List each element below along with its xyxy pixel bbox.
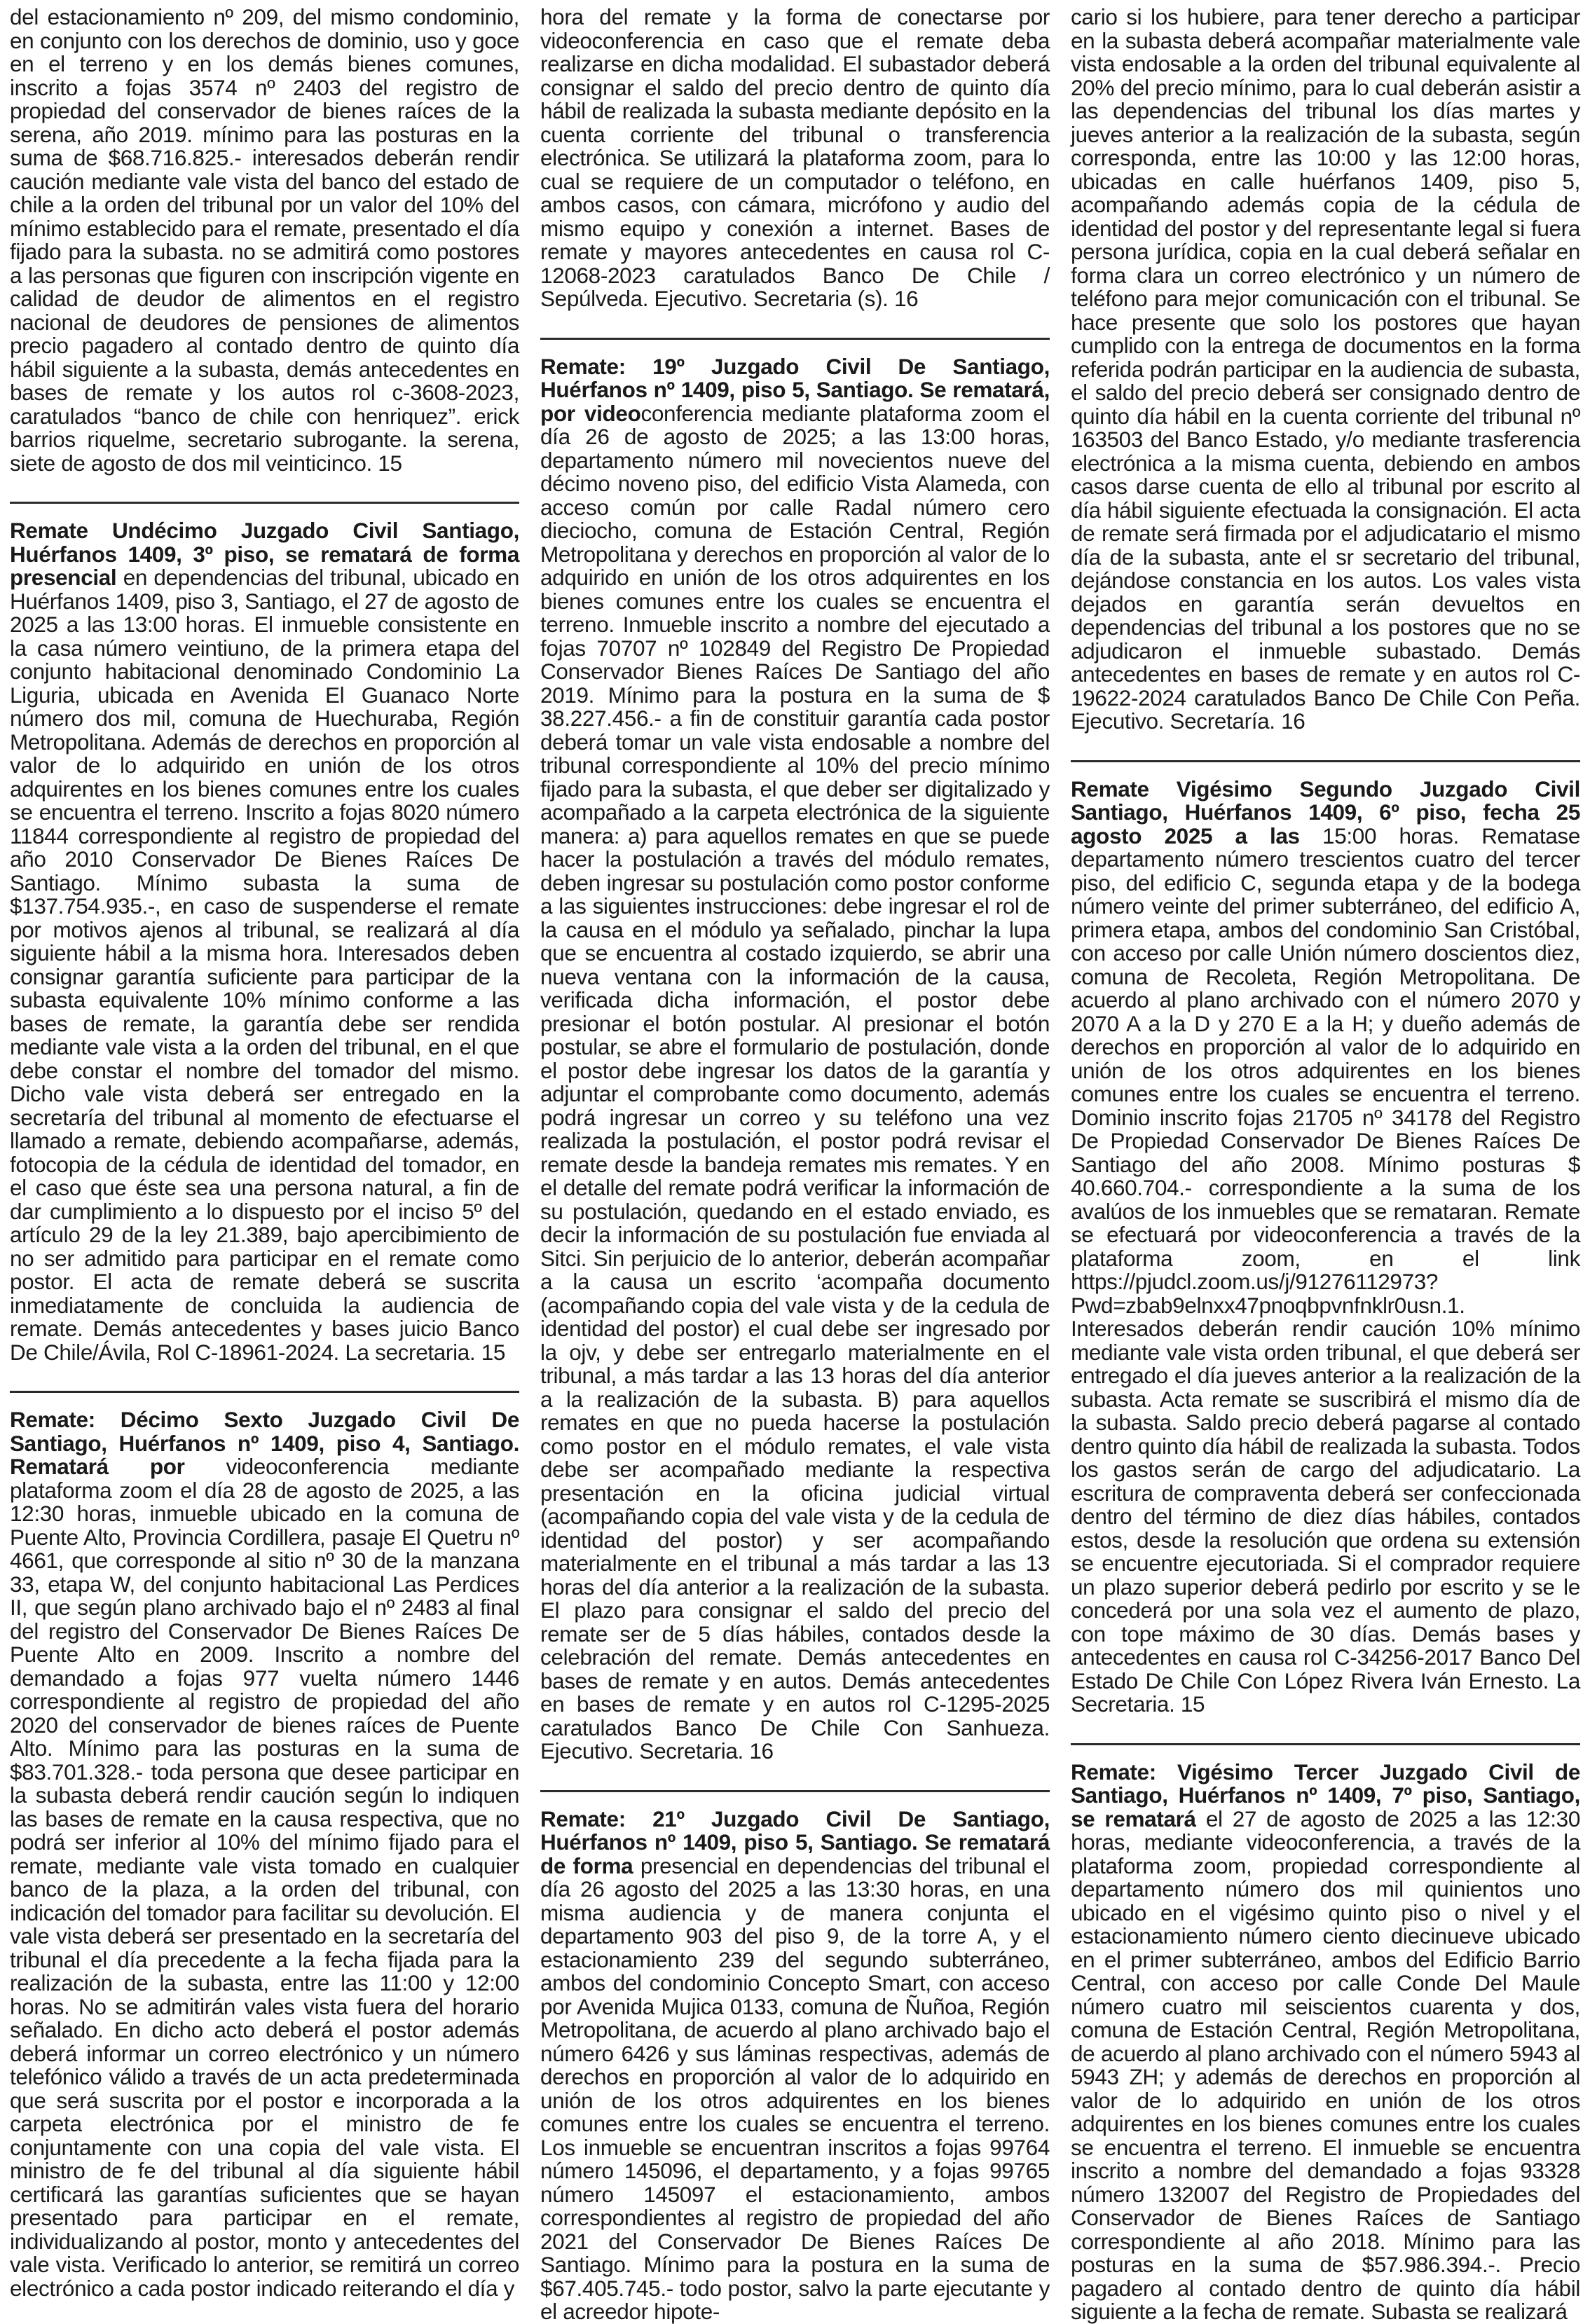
notice-text (1071, 1761, 1580, 2324)
notice-text (1071, 778, 1580, 1717)
notice-divider (1071, 1743, 1580, 1745)
legal-notice (1071, 6, 1580, 734)
notice-heading: Remate: 19º Juzgado Civil De Santiago, Huérfanos nº 1409, piso 5, Santiago. Se rematará, por video (540, 354, 1050, 426)
legal-notice (10, 6, 519, 475)
notice-text (1071, 6, 1580, 734)
notice-divider (540, 1790, 1050, 1792)
legal-notice (540, 355, 1050, 1763)
notice-heading: Remate Undécimo Juzgado Civil Santiago, Huérfanos 1409, 3º piso, se rematará de forma presencial (10, 518, 519, 590)
notice-body: en dependencias del tribunal, ubicado en Huérfanos 1409, piso 3, Santiago, el 27 de agosto de 2025 a las 13:00 horas. El inmueble consistente en la casa número veintiuno, de la primera etapa del conjunto habitacional denominado Condominio La Liguria, ubicada en Avenida El Guanaco Norte número dos mil, comuna de Huechuraba, Región Metropolitana. Además de derechos en proporción al valor de lo adquirido en unión de los otros adquirentes en los bienes comunes entre los cuales se encuentra el terreno. Inscrito a fojas 8020 número 11844 correspondiente al registro de propiedad del año 2010 Conservador De Bienes Raíces De Santiago. Mínimo subasta la suma de $137.754.935.-, en caso de suspenderse el remate por motivos ajenos al tribunal, se realizará al día siguiente hábil a la misma hora. Interesados deben consignar garantía suficiente para participar de la subasta equivalente 10% mínimo conforme a las bases de remate, la garantía debe ser rendida mediante vale vista a la orden del tribunal, en el que debe constar el nombre del tomador del mismo. Dicho vale vista deberá ser entregado en la secretaría del tribunal al momento de efectuarse el llamado a remate, debiendo acompañarse, además, fotocopia de la cédula de identidad del tomador, en el caso que éste sea una persona natural, a fin de dar cumplimiento a lo dispuesto por el inciso 5º del artículo 29 de la ley 21.389, bajo apercibimiento de no ser admitido para participar en el remate como postor. El acta de remate deberá se suscrita inmediatamente de concluida la audiencia de remate. Demás antecedentes y bases juicio Banco De Chile/Ávila, Rol C-18961-2024. La secretaria. 15 (10, 565, 519, 1365)
notice-heading: Remate: Vigésimo Tercer Juzgado Civil de Santiago, Huérfanos nº 1409, 7º piso, Santiago, se rematará (1071, 1759, 1580, 1831)
notice-body: 15:00 horas. Rematase departamento número trescientos cuatro del tercer piso, del edificio C, segunda etapa y de la bodega número veinte del primer subterráneo, del edificio A, primera etapa, ambos del condominio San Cristóbal, con acceso por calle Unión número doscientos diez, comuna de Recoleta, Región Metropolitana. De acuerdo al plano archivado con el número 2070 y 2070 A a la D y 270 E a la H; y dueño además de derechos en proporción al valor de lo adquirido en unión de los otros adquirentes en los bienes comunes entre los cuales se encuentra el terreno. Dominio inscrito fojas 21705 nº 34178 del Registro De Propiedad Conservador De Bienes Raíces De Santiago del año 2008. Mínimo posturas $ 40.660.704.- correspondiente a la suma de los avalúos de los inmuebles que se remataran. Remate se efectuará por videoconferencia a través de la plataforma zoom, en el link https://pjudcl.zoom.us/j/91276112973?Pwd=zbab9elnxx47pnoqbpvnfnklr0usn.1. Interesados deberán rendir caución 10% mínimo mediante vale vista orden tribunal, el que deberá ser entregado el día jueves anterior a la realización de la subasta. Acta remate se suscribirá el mismo día de la subasta. Saldo precio deberá pagarse al contado dentro quinto día hábil de realizada la subasta. Todos los gastos serán de cargo del adjudicatario. La escritura de compraventa deberá ser confeccionada dentro del término de diez días hábiles, contados estos, desde la resolución que ordena su extensión se encuentre ejecutoriada. Si el comprador requiere un plazo superior deberá pedirlo por escrito y se le concederá por una sola vez el aumento de plazo, con tope máximo de 30 días. Demás bases y antecedentes en causa rol C-34256-2017 Banco Del Estado De Chile Con López Rivera Iván Ernesto. La Secretaria. 15 (1071, 823, 1580, 1717)
notice-text (540, 1808, 1050, 2324)
column-1 (10, 6, 519, 2235)
notice-body: del estacionamiento nº 209, del mismo condominio, en conjunto con los derechos de dominio, uso y goce en el terreno y en los demás bienes comunes, inscrito a fojas 3574 nº 2403 del registro de propiedad del conservador de bienes raíces de la serena, año 2019. mínimo para las posturas en la suma de $68.716.825.- interesados deberán rendir caución mediante vale vista del banco del estado de chile a la orden del tribunal por un valor del 10% del mínimo establecido para el remate, presentado el día fijado para la subasta. no se admitirá como postores a las personas que figuren con inscripción vigente en calidad de deudor de alimentos en el registro nacional de deudores de pensiones de alimentos precio pagadero al contado dentro de quinto día hábil siguiente a la subasta, demás antecedentes en bases de remate y los autos rol c-3608-2023, caratulados “banco de chile con henriquez”. erick barrios riquelme, secretario subrogante. la serena, siete de agosto de dos mil veinticinco. 15 (10, 4, 519, 476)
notice-divider (10, 502, 519, 504)
notice-divider (10, 1391, 519, 1393)
notice-body: cario si los hubiere, para tener derecho a participar en la subasta deberá acompañar materialmente vale vista endosable a la orden del tribunal equivalente al 20% del precio mínimo, para lo cual deberán asistir a las dependencias del tribunal los días martes y jueves anterior a la realización de la subasta, según corresponda, entre las 10:00 y las 12:00 horas, ubicadas en calle huérfanos 1409, piso 5, acompañando además copia de la cédula de identidad del postor y del representante legal si fuera persona jurídica, copia en la cual deberá señalar en forma clara un correo electrónico y un número de teléfono para mejor comunicación con el tribunal. Se hace presente que solo los postores que hayan cumplido con la entrega de documentos en la forma referida podrán participar en la audiencia de subasta, el saldo del precio deberá ser consignado dentro de quinto día hábil en la cuenta corriente del tribunal nº 163503 del Banco Estado, y/o mediante trasferencia electrónica a la misma cuenta, debiendo en ambos casos darse cuenta de ello al tribunal por escrito al día hábil siguiente efectuada la consignación. El acta de remate será firmada por el adjudicatario el mismo día de la subasta, ante el sr secretario del tribunal, dejándose constancia en los autos. Los vales vista dejados en garantía serán devueltos en dependencias del tribunal a los postores que no se adjudicaron el inmueble subastado. Demás antecedentes en bases de remate y en autos rol C-19622-2024 caratulados Banco De Chile Con Peña. Ejecutivo. Secretaría. 16 (1071, 4, 1580, 734)
notice-heading: Remate Vigésimo Segundo Juzgado Civil Santiago, Huérfanos 1409, 6º piso, fecha 25 agosto 2025 a las (1071, 776, 1580, 848)
notice-body: videoconferencia mediante plataforma zoom el día 28 de agosto de 2025, a las 12:30 horas, inmueble ubicado en la comuna de Puente Alto, Provincia Cordillera, pasaje El Quetru nº 4661, que corresponde al sitio nº 30 de la manzana 33, etapa W, del conjunto habitacional Las Perdices II, que según plano archivado bajo el nº 2483 al final del registro del Conservador De Bienes Raíces De Puente Alto en 2009. Inscrito a nombre del demandado a fojas 977 vuelta número 1446 correspondiente al registro de propiedad del año 2020 del conservador de bienes raíces de Puente Alto. Mínimo para las posturas en la suma de $83.701.328.- toda persona que desee participar en la subasta deberá rendir caución según lo indiquen las bases de remate en la causa respectiva, que no podrá ser inferior al 10% del mínimo fijado para el remate, mediante vale vista tomado en cualquier banco de la plaza, a la orden del tribunal, con indicación del tomador para facilitar su devolución. El vale vista deberá ser presentado en la secretaría del tribunal el día precedente a la fecha fijada para la realización de la subasta, entre las 11:00 y 12:00 horas. No se admitirán vales vista fuera del horario señalado. En dicho acto deberá el postor además deberá informar un correo electrónico y un número telefónico válido a través de un acta predeterminada que será suscrita por el postor e incorporada a la carpeta electrónica por el ministro de fe conjuntamente con una copia del vale vista. El ministro de fe del tribunal al día siguiente hábil certificará las garantías suficientes que se hayan presentado para participar en el remate, individualizando al postor, monto y antecedentes del vale vista. Verificado lo anterior, se remitirá un correo electrónico a cada postor indicado reiterando el día y (10, 1454, 519, 2301)
notice-text (10, 1408, 519, 2300)
notice-body: hora del remate y la forma de conectarse por videoconferencia en caso que el remate deba realizarse en dicha modalidad. El subastador deberá consignar el saldo del precio dentro de quinto día hábil de realizada la subasta mediante depósito en la cuenta corriente del tribunal o transferencia electrónica. Se utilizará la plataforma zoom, para lo cual se requiere de un computador o teléfono, en ambos casos, con cámara, micrófono y audio del mismo equipo y conexión a internet. Bases de remate y mayores antecedentes en causa rol C-12068-2023 caratulados Banco De Chile / Sepúlveda. Ejecutivo. Secretaria (s). 16 (540, 4, 1050, 311)
notice-heading: Remate: 21º Juzgado Civil De Santiago, Huérfanos nº 1409, piso 5, Santiago. Se rematará de forma (540, 1806, 1050, 1878)
legal-notice (1071, 778, 1580, 1717)
legal-notice (10, 519, 519, 1364)
notice-heading: Remate: Décimo Sexto Juzgado Civil De Santiago, Huérfanos nº 1409, piso 4, Santiago. Rematará por (10, 1407, 519, 1479)
column-3 (1071, 6, 1580, 2235)
column-2 (540, 6, 1050, 2235)
notice-divider (540, 338, 1050, 340)
notice-divider (1071, 760, 1580, 762)
notice-text (540, 355, 1050, 1763)
notice-body: presencial en dependencias del tribunal el día 26 agosto del 2025 a las 13:30 horas, en una misma audiencia y de manera conjunta el departamento 903 del piso 9, de la torre A, y el estacionamiento 239 del segundo subterráneo, ambos del condominio Concepto Smart, con acceso por Avenida Mujica 0133, comuna de Ñuñoa, Región Metropolitana, de acuerdo al plano archivado bajo el número 6426 y sus láminas respectivas, además de derechos en proporción al valor de lo adquirido en unión de los otros adquirentes en los bienes comunes entre los cuales se encuentra el terreno. Los inmueble se encuentran inscritos a fojas 99764 número 145096, el departamento, y a fojas 99765 número 145097 el estacionamiento, ambos correspondientes al registro de propiedad del año 2021 del Conservador De Bienes Raíces De Santiago. Mínimo para la postura en la suma de $67.405.745.- todo postor, salvo la parte ejecutante y el acreedor hipote- (540, 1853, 1050, 2324)
legal-notice (540, 1808, 1050, 2324)
notice-body: conferencia mediante plataforma zoom el día 26 de agosto de 2025; a las 13:00 horas, departamento número mil novecientos nueve del décimo noveno piso, del edificio Vista Alameda, con acceso común por calle Radal número cero dieciocho, comuna de Estación Central, Región Metropolitana y derechos en proporción al valor de lo adquirido en unión de los otros adquirentes en los bienes comunes entre los cuales se encuentra el terreno. Inmueble inscrito a nombre del ejecutado a fojas 70707 nº 102849 del Registro De Propiedad Conservador Bienes Raíces De Santiago del año 2019. Mínimo para la postura en la suma de $ 38.227.456.- a fin de constituir garantía cada postor deberá tomar un vale vista endosable a nombre del tribunal correspondiente al 10% del precio mínimo fijado para la subasta, el que deber ser digitalizado y acompañado a la carpeta electrónica de la siguiente manera: a) para aquellos remates en que se puede hacer la postulación a través del módulo remates, deben ingresar su postulación como postor conforme a las siguientes instrucciones: debe ingresar el rol de la causa en el módulo ya señalado, pinchar la lupa que se encuentra al costado izquierdo, se abrir una nueva ventana con la información de la causa, verificada dicha información, el postor debe presionar el botón postular. Al presionar el botón postular, se abre el formulario de postulación, donde el postor debe ingresar los datos de la garantía y adjuntar el comprobante como documento, además podrá ingresar un correo y su teléfono una vez realizada la postulación, el postor podrá revisar el remate desde la bandeja remates mis remates. Y en el detalle del remate podrá verificar la información de su postulación, quedando en el estado enviado, es decir la información de su postulación fue enviada al Sitci. Sin perjuicio de lo anterior, deberán acompañar a la causa un escrito ‘acompaña documento (acompañando copia del vale vista y de la cedula de identidad del postor) el cual debe ser ingresado por la ojv, y debe ser entregarlo materialmente en el tribunal, a más tardar a las 13 horas del día anterior a la realización de la subasta. B) para aquellos remates en que no pueda hacerse la postulación como postor en el módulo remates, el vale vista debe ser acompañado mediante la respectiva presentación en la oficina judicial virtual (acompañando copia del vale vista y de la cedula de identidad del postor) y ser acompañando materialmente en el tribunal a más tardar a las 13 horas del día anterior a la realización de la subasta. El plazo para consignar el saldo del precio del remate ser de 5 días hábiles, contados desde la celebración del remate. Demás antecedentes en bases de remate y en autos. Demás antecedentes en bases de remate y en autos rol C-1295-2025 caratulados Banco De Chile Con Sanhueza. Ejecutivo. Secretaria. 16 (540, 401, 1050, 1764)
notice-body: el 27 de agosto de 2025 a las 12:30 horas, mediante videoconferencia, a través de la plataforma zoom, propiedad correspondiente al departamento número dos mil quinientos uno ubicado en el vigésimo quinto piso o nivel y el estacionamiento número ciento diecinueve ubicado en el primer subterráneo, ambos del Edificio Barrio Central, con acceso por calle Conde Del Maule número cuatro mil seiscientos cuarenta y dos, comuna de Estación Central, Región Metropolitana, de acuerdo al plano archivado con el número 5943 al 5943 ZH; y además de derechos en proporción al valor de lo adquirido en unión de los otros adquirentes en los bienes comunes entre los cuales se encuentra el terreno. El inmueble se encuentra inscrito a nombre del demandado a fojas 93328 número 132007 del Registro de Propiedades del Conservador de Bienes Raíces de Santiago correspondiente al año 2018. Mínimo para las posturas en la suma de $57.986.394.-. Precio pagadero al contado dentro de quinto día hábil siguiente a la fecha de remate. Subasta se realizará (1071, 1806, 1580, 2324)
legal-notice (540, 6, 1050, 311)
notice-text (10, 519, 519, 1364)
notice-text (10, 6, 519, 475)
legal-notice (1071, 1761, 1580, 2324)
legal-notice (10, 1408, 519, 2300)
notice-text (540, 6, 1050, 311)
